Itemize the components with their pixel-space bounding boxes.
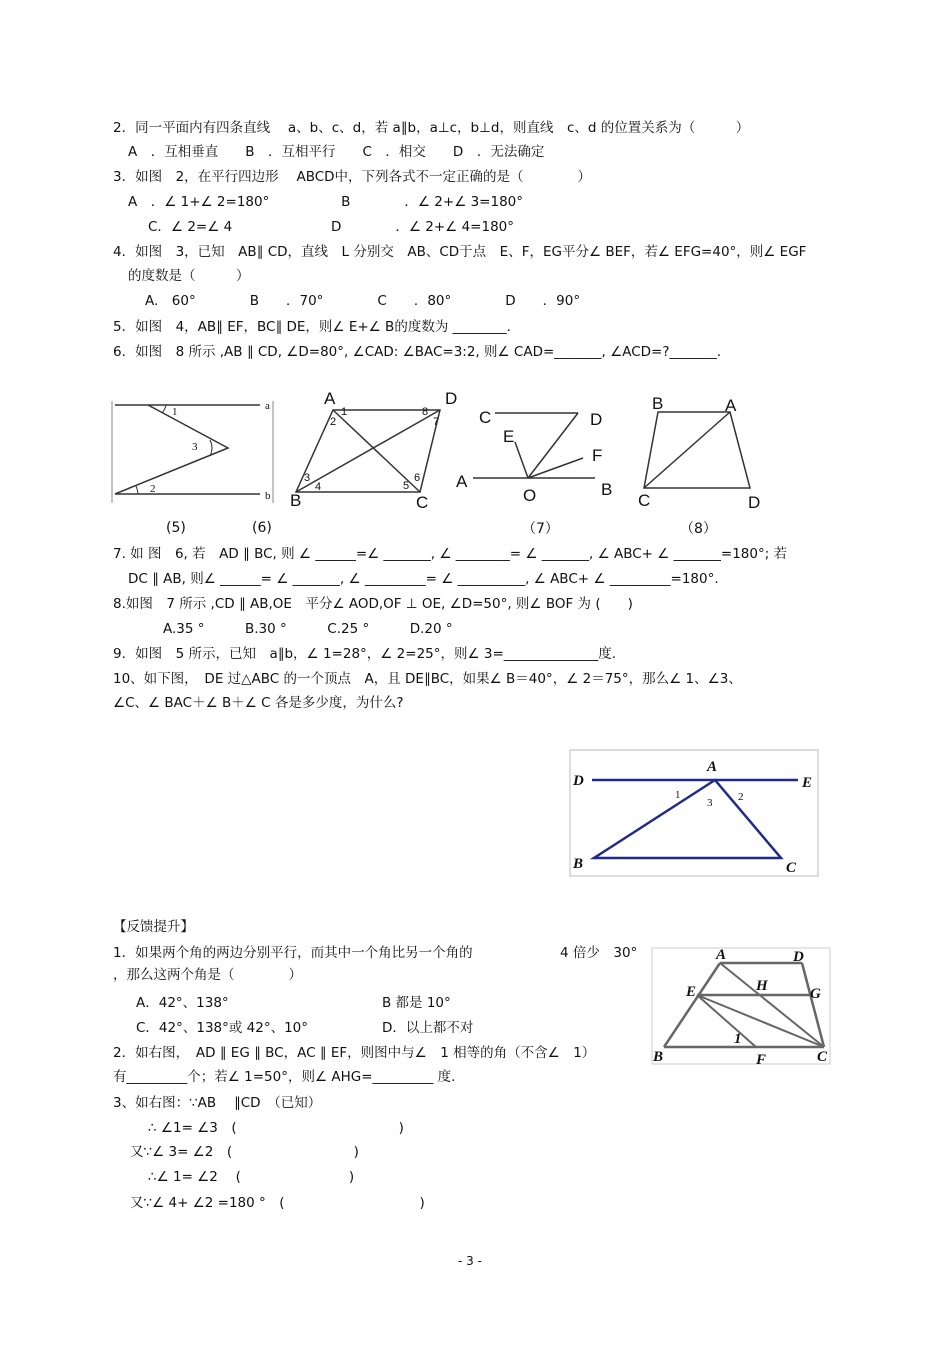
q10-text-cont: ∠C、∠ BAC＋∠ B＋∠ C 各是多少度，为什么? (113, 695, 404, 711)
fig6-label-5: 5 (403, 480, 410, 492)
figf-label-D: D (793, 949, 804, 965)
fig7-label-O: O (523, 486, 537, 505)
figf-label-C: C (817, 1049, 828, 1065)
f3-step1: ∴ ∠1= ∠3 ( ) (148, 1120, 404, 1136)
f3-step4: 又∵∠ 4+ ∠2 =180 ° ( ) (130, 1195, 425, 1211)
caption-5: (5) (166, 520, 186, 536)
fig5-zigzag (115, 405, 228, 494)
fig7-label-B: B (601, 480, 613, 499)
fig7-label-A: A (456, 472, 468, 491)
q4-options: A. 60° B ．70° C ．80° D ．90° (145, 293, 581, 309)
f3-step2: 又∵∠ 3= ∠2 ( ) (130, 1144, 359, 1160)
fig8-label-D: D (748, 493, 761, 512)
figure-q10 (570, 750, 820, 878)
fig10-label-B: B (573, 856, 584, 872)
figure-7 (455, 400, 625, 510)
caption-6: (6) (252, 520, 272, 536)
q3-text: 3．如图 2，在平行四边形 ABCD中，下列各式不一定正确的是（ ） (113, 169, 592, 185)
fig6-label-D: D (445, 389, 458, 408)
q7-text: 7. 如 图 6, 若 AD ∥ BC, 则 ∠ ______=∠ _______, ∠ ________= ∠ _______, ∠ ABC+ ∠ _______=180°; 若 (113, 546, 788, 562)
fig7-label-D: D (590, 410, 603, 429)
q8-options: A.35 ° B.30 ° C.25 ° D.20 ° (163, 621, 453, 637)
fig8-label-B: B (652, 394, 664, 413)
figf-label-1: 1 (734, 1031, 742, 1047)
q3-options-ab: A ．∠ 1+∠ 2=180° B ．∠ 2+∠ 3=180° (128, 194, 523, 210)
f1-option-b: B 都是 10° (382, 995, 451, 1011)
fig5-arc1 (162, 405, 166, 413)
q3-options-cd: C．∠ 2=∠ 4 D ．∠ 2+∠ 4=180° (148, 219, 514, 235)
figf-line-ec (697, 995, 824, 1047)
fig5-label-b: b (265, 490, 271, 502)
f1-text-b: 4 倍少 30° (560, 945, 638, 961)
fig10-label-E: E (802, 775, 813, 791)
fig7-label-F: F (592, 446, 603, 465)
fig8-diagonal-ac (644, 412, 730, 488)
fig6-label-B: B (290, 491, 302, 510)
q8-text: 8.如图 7 所示 ,CD ∥ AB,OE 平分∠ AOD,OF ⊥ OE, ∠D=50°, 则∠ BOF 为 ( ) (113, 596, 633, 612)
f1-option-d: D．以上都不对 (382, 1020, 474, 1036)
fig6-label-C: C (416, 493, 429, 512)
q7-text-cont: DC ∥ AB, 则∠ ______= ∠ _______, ∠ _________= ∠ __________, ∠ ABC+ ∠ _________=180°. (128, 571, 719, 587)
fig10-label-C: C (786, 860, 797, 876)
fig10-label-D: D (573, 773, 584, 789)
f1-option-c: C．42°、138°或 42°、10° (136, 1020, 309, 1036)
caption-7: （7） (522, 521, 559, 537)
fig6-label-6: 6 (414, 472, 421, 484)
f3-text: 3、如右图：∵AB ∥CD （已知） (113, 1095, 322, 1111)
fig5-label-2: 2 (150, 483, 156, 495)
q4-text: 4．如图 3，已知 AB∥ CD，直线 L 分别交 AB、CD于点 E、F，EG平分∠ BEF，若∠ EFG=40°，则∠ EGF (113, 244, 807, 260)
fig8-label-C: C (638, 491, 651, 510)
fig8-label-A: A (725, 396, 737, 415)
fig6-label-A: A (324, 389, 336, 408)
f1-text: 1．如果两个角的两边分别平行，而其中一个角比另一个角的 (113, 945, 473, 961)
f1-text-cont: ，那么这两个角是（ ） (113, 967, 302, 983)
q9-text: 9．如图 5 所示，已知 a∥b，∠ 1=28°，∠ 2=25°，则∠ 3=______________度. (113, 646, 617, 662)
f2-text: 2．如右图， AD ∥ EG ∥ BC，AC ∥ EF，则图中与∠ 1 相等的角（不含∠ 1） (113, 1045, 596, 1061)
f1-option-a: A．42°、138° (136, 995, 229, 1011)
figure-5 (110, 398, 280, 506)
figf-label-A: A (716, 947, 727, 963)
fig10-label-3: 3 (707, 797, 713, 809)
fig7-label-E: E (503, 427, 515, 446)
fig6-label-4: 4 (315, 481, 322, 493)
q2-text: 2．同一平面内有四条直线 a、b、c、d，若 a∥b，a⊥c，b⊥d，则直线 c、d 的位置关系为（ ） (113, 120, 750, 136)
fig10-triangle (594, 780, 781, 858)
fig5-arc2 (136, 486, 138, 494)
figure-6 (288, 388, 463, 513)
figf-line-dc (802, 963, 824, 1047)
fig5-arc3 (210, 440, 212, 456)
fig5-label-a: a (265, 400, 270, 412)
page-number: - 3 - (458, 1254, 482, 1268)
figf-line-ef (697, 995, 756, 1047)
fig10-label-1: 1 (675, 789, 681, 801)
figf-label-F: F (756, 1052, 767, 1068)
fig8-trapezoid (644, 412, 750, 488)
q5-text: 5．如图 4，AB∥ EF，BC∥ DE，则∠ E+∠ B的度数为 ________． (113, 319, 521, 335)
f3-step3: ∴∠ 1= ∠2 ( ) (148, 1169, 355, 1185)
fig7-label-C: C (479, 408, 492, 427)
fig6-label-2: 2 (330, 416, 337, 428)
caption-8: （8） (680, 521, 717, 537)
fig10-label-2: 2 (738, 791, 744, 803)
q6-text: 6．如图 8 所示 ,AB ∥ CD, ∠D=80°, ∠CAD: ∠BAC=3:2, 则∠ CAD=_______, ∠ACD=?_______. (113, 344, 722, 360)
fig6-label-8: 8 (422, 406, 429, 418)
figure-feedback (652, 948, 832, 1066)
figf-line-ab (664, 963, 720, 1047)
f2-text-cont: 有_________个；若∠ 1=50°，则∠ AHG=_________ 度. (113, 1069, 456, 1085)
q2-options: A ．互相垂直 B ．互相平行 C ．相交 D ．无法确定 (128, 144, 545, 160)
figf-label-G: G (810, 986, 821, 1002)
q10-text: 10、如下图， DE 过△ABC 的一个顶点 A，且 DE∥BC，如果∠ B＝40°，∠ 2＝75°，那么∠ 1、∠3、 (113, 671, 742, 687)
q4-text-cont: 的度数是（ ） (128, 268, 250, 284)
fig5-label-3: 3 (192, 441, 198, 453)
fig10-label-A: A (707, 759, 718, 775)
figf-label-H: H (756, 978, 768, 994)
fig6-label-1: 1 (341, 406, 348, 418)
fig6-label-7: 7 (433, 416, 440, 428)
fig5-label-1: 1 (172, 406, 178, 418)
figf-label-E: E (686, 984, 697, 1000)
fig6-label-3: 3 (304, 472, 311, 484)
fig7-ray-oe (515, 442, 528, 478)
figure-8 (630, 390, 775, 515)
figf-label-B: B (653, 1049, 664, 1065)
feedback-header: 【反馈提升】 (113, 919, 194, 935)
